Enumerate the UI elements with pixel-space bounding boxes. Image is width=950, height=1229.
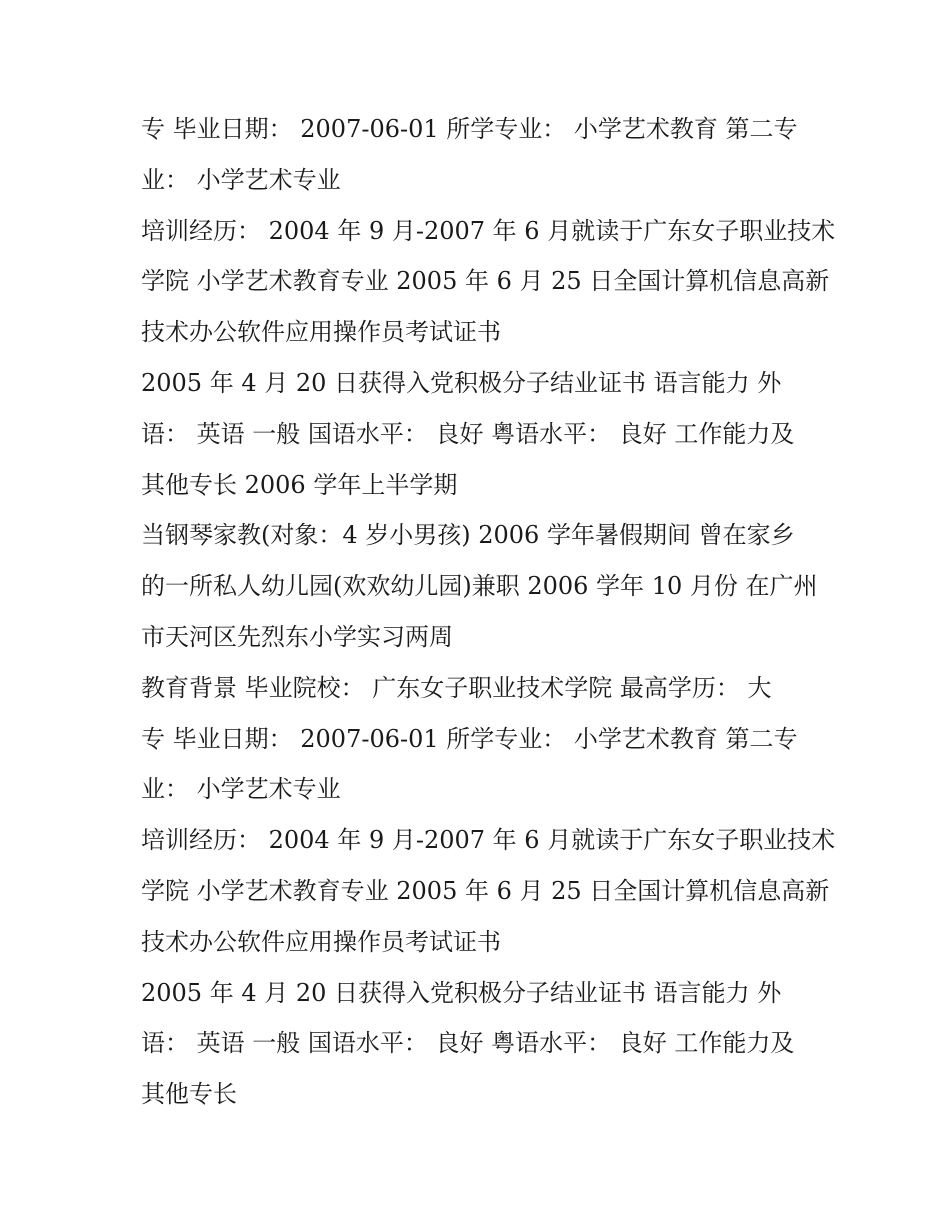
- text-line: 业： 小学艺术专业: [141, 775, 341, 804]
- text-line: 其他专长: [141, 1080, 237, 1109]
- text-line: 语： 英语 一般 国语水平： 良好 粤语水平： 良好 工作能力及: [141, 1029, 795, 1058]
- text-line: 的一所私人幼儿园(欢欢幼儿园)兼职 2006 学年 10 月份 在广州: [141, 572, 818, 601]
- text-line: 语： 英语 一般 国语水平： 良好 粤语水平： 良好 工作能力及: [141, 419, 795, 448]
- text-line: 技术办公软件应用操作员考试证书: [141, 318, 501, 347]
- text-line: 2005 年 4 月 20 日获得入党积极分子结业证书 语言能力 外: [141, 978, 782, 1007]
- text-line: 当钢琴家教(对象：4 岁小男孩) 2006 学年暑假期间 曾在家乡: [141, 521, 795, 550]
- text-line: 培训经历： 2004 年 9 月-2007 年 6 月就读于广东女子职业技术: [141, 826, 836, 855]
- text-line: 其他专长 2006 学年上半学期: [141, 470, 458, 499]
- text-line: 业： 小学艺术专业: [141, 165, 341, 194]
- text-line: 专 毕业日期： 2007-06-01 所学专业： 小学艺术教育 第二专: [141, 115, 798, 143]
- text-line: 技术办公软件应用操作员考试证书: [141, 927, 501, 956]
- text-line: 市天河区先烈东小学实习两周: [141, 622, 453, 651]
- text-line: 专 毕业日期： 2007-06-01 所学专业： 小学艺术教育 第二专: [141, 724, 798, 753]
- text-line: 学院 小学艺术教育专业 2005 年 6 月 25 日全国计算机信息高新: [141, 876, 830, 905]
- text-line: 学院 小学艺术教育专业 2005 年 6 月 25 日全国计算机信息高新: [141, 267, 830, 296]
- document-body: [141, 104, 836, 1120]
- text-line: 培训经历： 2004 年 9 月-2007 年 6 月就读于广东女子职业技术: [141, 216, 836, 245]
- text-line: 2005 年 4 月 20 日获得入党积极分子结业证书 语言能力 外: [141, 368, 782, 397]
- text-line: 教育背景 毕业院校： 广东女子职业技术学院 最高学历： 大: [141, 673, 772, 702]
